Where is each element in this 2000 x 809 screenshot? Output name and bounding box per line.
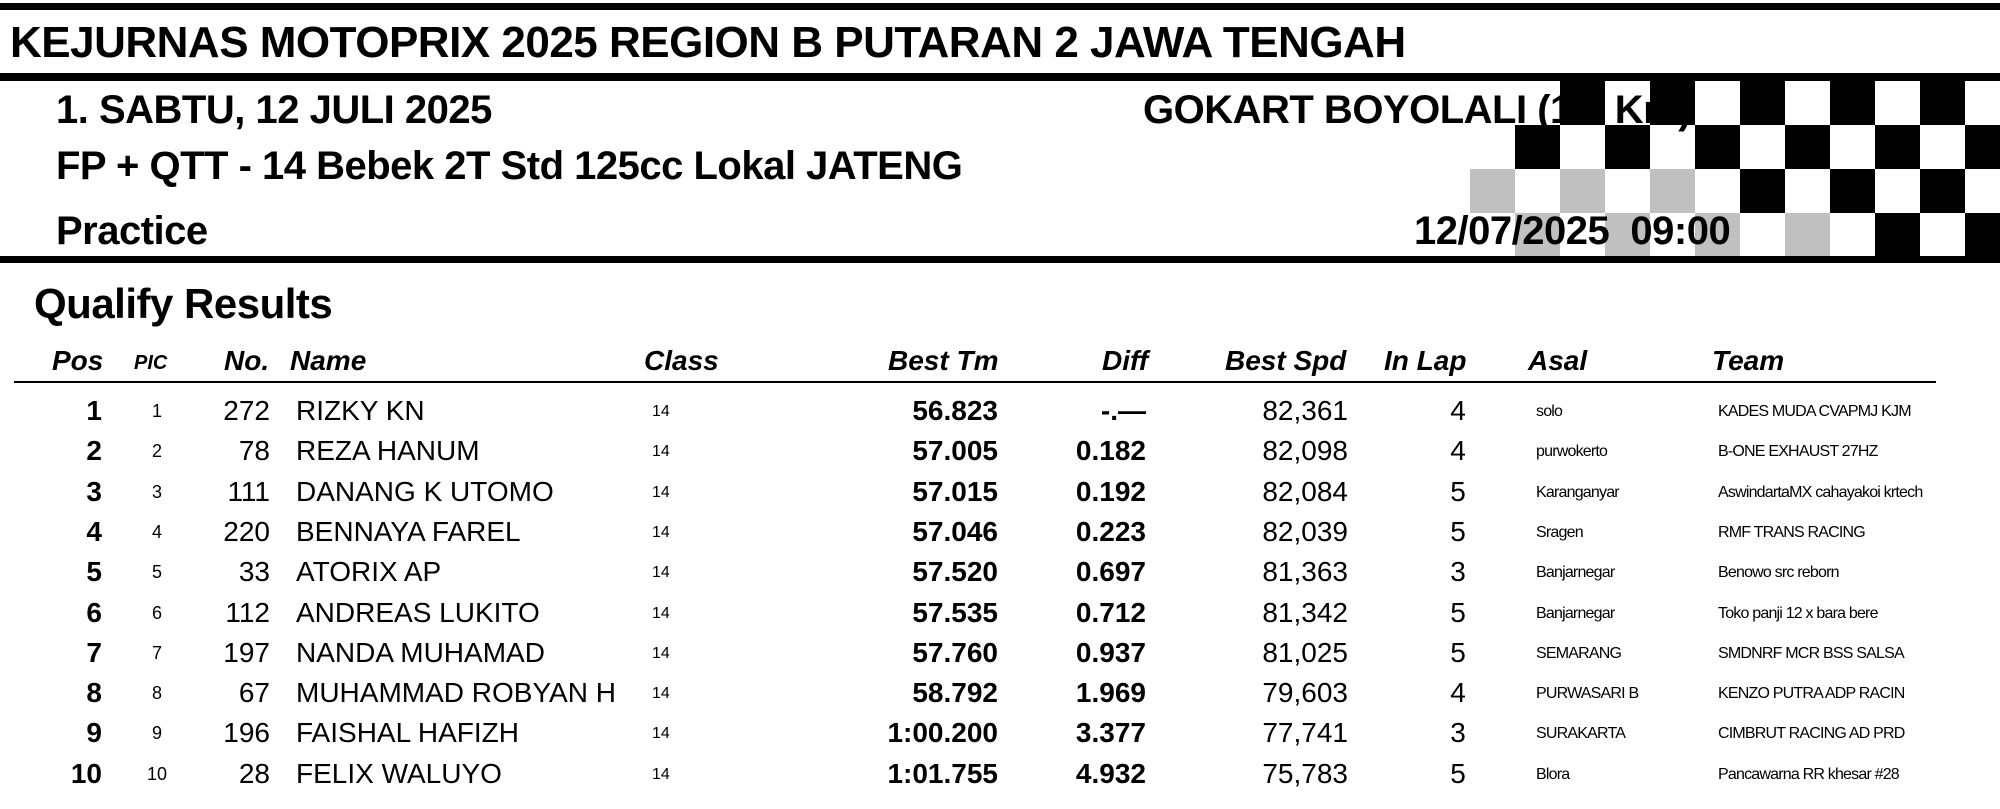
row-pos: 5 (86, 556, 102, 588)
row-diff: 3.377 (1075, 717, 1146, 749)
table-row (0, 552, 2000, 592)
row-team: Benowo src reborn (1718, 564, 1839, 582)
row-best-speed: 79,603 (1262, 677, 1348, 709)
row-pic: 10 (146, 763, 168, 784)
row-asal: Karanganyar (1536, 483, 1619, 501)
row-pic: 1 (151, 401, 162, 421)
row-in-lap: 3 (1450, 717, 1466, 749)
row-name: FELIX WALUYO (296, 757, 502, 789)
row-team: SMDNRF MCR BSS SALSA (1718, 644, 1904, 662)
page-title: KEJURNAS MOTOPRIX 2025 REGION B PUTARAN 2 JAWA TENGAH (10, 18, 1406, 67)
header-bottom-rule (0, 256, 2000, 263)
col-pic: PIC (134, 352, 168, 374)
row-name: RIZKY KN (296, 395, 425, 426)
row-team: Toko panji 12 x bara bere (1718, 604, 1878, 622)
row-number: 220 (223, 515, 270, 547)
row-pic: 7 (151, 642, 162, 663)
row-diff: 4.932 (1075, 757, 1146, 789)
table-row (0, 391, 2000, 431)
row-class: 14 (652, 725, 670, 743)
event-venue: GOKART BOYOLALI (1.3 Km) (1143, 88, 1692, 132)
row-name: DANANG K UTOMO (296, 475, 554, 507)
row-diff: 0.192 (1075, 475, 1146, 507)
row-in-lap: 5 (1450, 757, 1466, 789)
row-number: 272 (223, 395, 270, 426)
flag-square (1740, 81, 1785, 125)
row-best-time: 57.005 (912, 435, 998, 467)
row-team: AswindartaMX cahayakoi krtech (1718, 483, 1923, 501)
row-team: RMF TRANS RACING (1718, 523, 1865, 541)
row-pos: 9 (86, 717, 102, 749)
row-name: MUHAMMAD ROBYAN H (296, 677, 616, 709)
row-team: KADES MUDA CVAPMJ KJM (1718, 403, 1911, 420)
row-in-lap: 4 (1450, 435, 1466, 467)
row-number: 197 (223, 636, 270, 668)
row-number: 111 (227, 475, 270, 507)
row-pos: 4 (86, 515, 102, 547)
row-class: 14 (652, 403, 670, 420)
row-in-lap: 5 (1450, 515, 1466, 547)
row-in-lap: 4 (1450, 395, 1466, 426)
row-best-time: 58.792 (912, 677, 998, 709)
col-team: Team (1712, 345, 1785, 376)
row-pic: 9 (151, 723, 162, 744)
flag-square (1920, 169, 1965, 213)
row-in-lap: 5 (1450, 596, 1466, 628)
row-asal: solo (1536, 403, 1563, 420)
row-pic: 3 (151, 481, 162, 502)
col-asal: Asal (1528, 345, 1588, 376)
row-best-speed: 82,039 (1262, 515, 1348, 547)
row-pos: 3 (86, 475, 102, 507)
row-best-time: 1:00.200 (887, 717, 998, 749)
event-day: 1. SABTU, 12 JULI 2025 (56, 88, 492, 132)
row-best-time: 57.520 (912, 556, 998, 588)
row-number: 33 (238, 556, 270, 588)
row-diff: 0.712 (1075, 596, 1146, 628)
row-number: 196 (223, 717, 270, 749)
flag-square (1965, 125, 2000, 169)
row-best-speed: 81,025 (1262, 636, 1348, 668)
row-diff: 0.937 (1075, 636, 1146, 668)
row-best-speed: 82,098 (1262, 435, 1348, 467)
row-name: FAISHAL HAFIZH (296, 717, 520, 749)
section-title: Qualify Results (34, 280, 333, 327)
row-pos: 6 (86, 596, 102, 628)
row-best-time: 57.760 (912, 636, 998, 668)
event-datetime: 12/07/2025 09:00 (1414, 209, 1731, 253)
row-name: NANDA MUHAMAD (296, 636, 545, 668)
flag-square (1830, 81, 1875, 125)
row-asal: Banjarnegar (1536, 604, 1615, 622)
row-number: 78 (238, 435, 270, 467)
table-row (0, 633, 2000, 673)
row-pos: 7 (86, 636, 102, 668)
row-asal: Banjarnegar (1536, 564, 1615, 582)
row-in-lap: 5 (1450, 636, 1466, 668)
flag-square (1830, 169, 1875, 213)
col-lap: In Lap (1384, 345, 1467, 376)
row-name: BENNAYA FAREL (296, 515, 521, 547)
row-best-time: 1:01.755 (887, 757, 998, 789)
col-name: Name (290, 345, 367, 376)
row-best-speed: 82,084 (1262, 475, 1348, 507)
row-number: 67 (238, 677, 270, 709)
flag-square (1785, 213, 1830, 257)
top-rule (0, 3, 2000, 10)
row-asal: PURWASARI B (1536, 685, 1639, 703)
event-session: Practice (56, 209, 208, 253)
flag-square (1470, 169, 1515, 213)
table-row (0, 512, 2000, 552)
row-pic: 8 (151, 683, 162, 704)
col-diff: Diff (1102, 345, 1149, 376)
row-best-time: 57.015 (912, 475, 998, 507)
row-pic: 6 (151, 602, 162, 623)
table-row (0, 713, 2000, 753)
row-number: 112 (225, 596, 270, 628)
row-pos: 2 (86, 435, 102, 467)
table-row (0, 472, 2000, 512)
row-asal: SURAKARTA (1536, 725, 1626, 743)
row-asal: Blora (1536, 765, 1570, 783)
event-class: FP + QTT - 14 Bebek 2T Std 125cc Lokal JATENG (56, 144, 963, 188)
flag-square (1875, 213, 1920, 257)
col-spd: Best Spd (1225, 345, 1347, 376)
row-number: 28 (238, 757, 270, 789)
row-name: ANDREAS LUKITO (296, 596, 540, 628)
flag-square (1650, 169, 1695, 213)
row-class: 14 (652, 765, 670, 783)
flag-square (1875, 125, 1920, 169)
flag-square (1560, 169, 1605, 213)
row-in-lap: 5 (1450, 475, 1466, 507)
row-best-speed: 81,363 (1262, 556, 1348, 588)
row-class: 14 (652, 604, 670, 622)
row-best-time: 57.046 (912, 515, 998, 547)
row-best-speed: 77,741 (1262, 717, 1348, 749)
row-team: CIMBRUT RACING AD PRD (1718, 725, 1905, 743)
row-pic: 2 (151, 441, 162, 462)
row-best-time: 57.535 (912, 596, 998, 628)
row-team: B-ONE EXHAUST 27HZ (1718, 443, 1878, 461)
row-class: 14 (652, 523, 670, 541)
row-class: 14 (652, 564, 670, 582)
row-pos: 10 (70, 757, 102, 789)
row-asal: Sragen (1536, 523, 1583, 541)
table-header-rule (14, 381, 1936, 383)
row-pic: 5 (151, 562, 162, 583)
row-name: REZA HANUM (296, 435, 480, 467)
flag-square (1965, 213, 2000, 257)
table-row (0, 593, 2000, 633)
row-diff: 0.697 (1075, 556, 1146, 588)
row-class: 14 (652, 483, 670, 501)
row-name: ATORIX AP (296, 556, 442, 588)
row-pic: 4 (151, 521, 162, 542)
flag-square (1740, 169, 1785, 213)
row-in-lap: 4 (1450, 677, 1466, 709)
row-pos: 8 (86, 677, 102, 709)
row-class: 14 (652, 644, 670, 662)
row-class: 14 (652, 685, 670, 703)
table-row (0, 754, 2000, 794)
row-in-lap: 3 (1450, 556, 1466, 588)
row-team: Pancawarna RR khesar #28 (1718, 765, 1899, 783)
row-best-speed: 81,342 (1262, 596, 1348, 628)
col-class: Class (644, 345, 719, 376)
row-best-time: 56.823 (912, 395, 998, 426)
col-pos: Pos (52, 345, 104, 376)
row-asal: SEMARANG (1536, 644, 1622, 662)
table-row (0, 673, 2000, 713)
row-diff: 1.969 (1075, 677, 1146, 709)
row-best-speed: 75,783 (1262, 757, 1348, 789)
row-asal: purwokerto (1536, 443, 1608, 461)
row-diff: -.— (1100, 395, 1146, 426)
flag-square (1920, 81, 1965, 125)
row-diff: 0.182 (1075, 435, 1146, 467)
table-row (0, 431, 2000, 471)
col-best: Best Tm (888, 345, 999, 376)
title-rule (0, 73, 2000, 81)
row-diff: 0.223 (1075, 515, 1146, 547)
row-class: 14 (652, 443, 670, 461)
row-team: KENZO PUTRA ADP RACIN (1718, 685, 1905, 703)
row-pos: 1 (86, 395, 102, 426)
col-no: No. (224, 345, 270, 376)
flag-square (1695, 125, 1740, 169)
row-best-speed: 82,361 (1262, 395, 1348, 426)
flag-square (1785, 125, 1830, 169)
